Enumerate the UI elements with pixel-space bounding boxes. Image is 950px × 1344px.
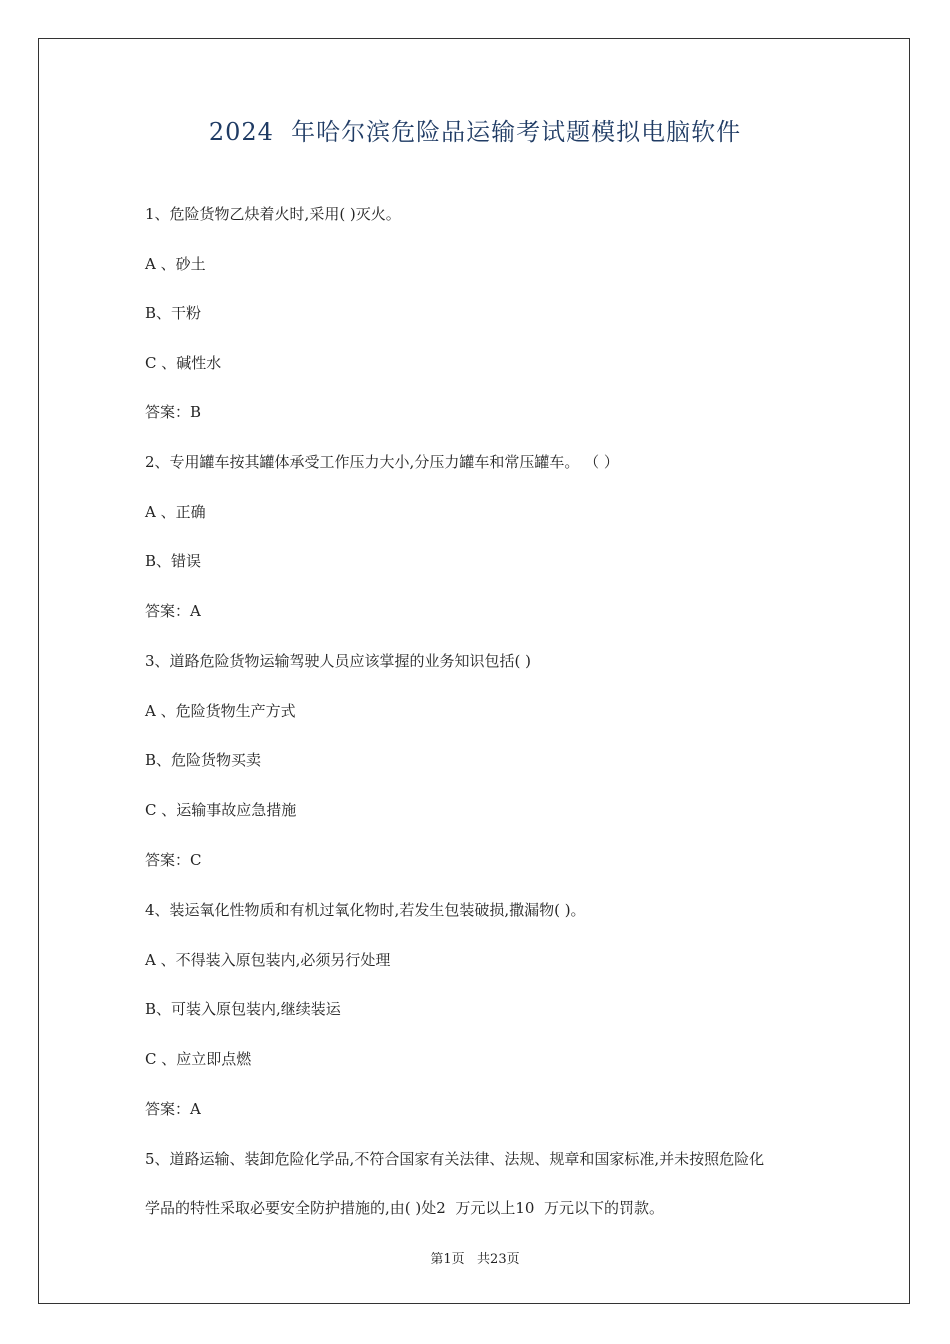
question-1-stem: 1、危险货物乙炔着火时,采用( )灭火。 xyxy=(145,205,401,223)
question-2-answer: 答案：A xyxy=(145,602,201,620)
question-5-stem-line-1: 5、道路运输、装卸危险化学品,不符合国家有关法律、法规、规章和国家标准,并未按照危险化 xyxy=(145,1150,765,1168)
question-3-answer: 答案：C xyxy=(145,851,202,869)
question-2-option-a: A 、正确 xyxy=(145,503,206,521)
question-4-stem: 4、装运氧化性物质和有机过氧化物时,若发生包装破损,撒漏物( )。 xyxy=(145,901,586,919)
question-3-option-c: C 、运输事故应急措施 xyxy=(145,801,297,819)
question-3-option-a: A 、危险货物生产方式 xyxy=(145,702,296,720)
question-1-answer: 答案：B xyxy=(145,403,202,421)
question-4-option-a: A 、不得装入原包装内,必须另行处理 xyxy=(145,951,391,969)
question-1-option-a: A 、砂土 xyxy=(145,255,206,273)
question-3-option-b: B、危险货物买卖 xyxy=(145,751,262,769)
page-footer: 第1页 共23页 xyxy=(430,1252,520,1267)
question-4-answer: 答案：A xyxy=(145,1100,201,1118)
question-2-stem: 2、专用罐车按其罐体承受工作压力大小,分压力罐车和常压罐车。 （ ） xyxy=(145,453,619,471)
question-2-option-b: B、错误 xyxy=(145,552,202,570)
question-4-option-b: B、可装入原包装内,继续装运 xyxy=(145,1000,341,1018)
question-5-stem-line-2: 学品的特性采取必要安全防护措施的,由( )处2 万元以上10 万元以下的罚款。 xyxy=(145,1199,664,1217)
document-title: 2024 年哈尔滨危险品运输考试题模拟电脑软件 xyxy=(208,118,742,146)
question-1-option-b: B、干粉 xyxy=(145,304,202,322)
question-1-option-c: C 、碱性水 xyxy=(145,354,222,372)
question-4-option-c: C 、应立即点燃 xyxy=(145,1050,252,1068)
question-3-stem: 3、道路危险货物运输驾驶人员应该掌握的业务知识包括( ) xyxy=(145,652,532,670)
